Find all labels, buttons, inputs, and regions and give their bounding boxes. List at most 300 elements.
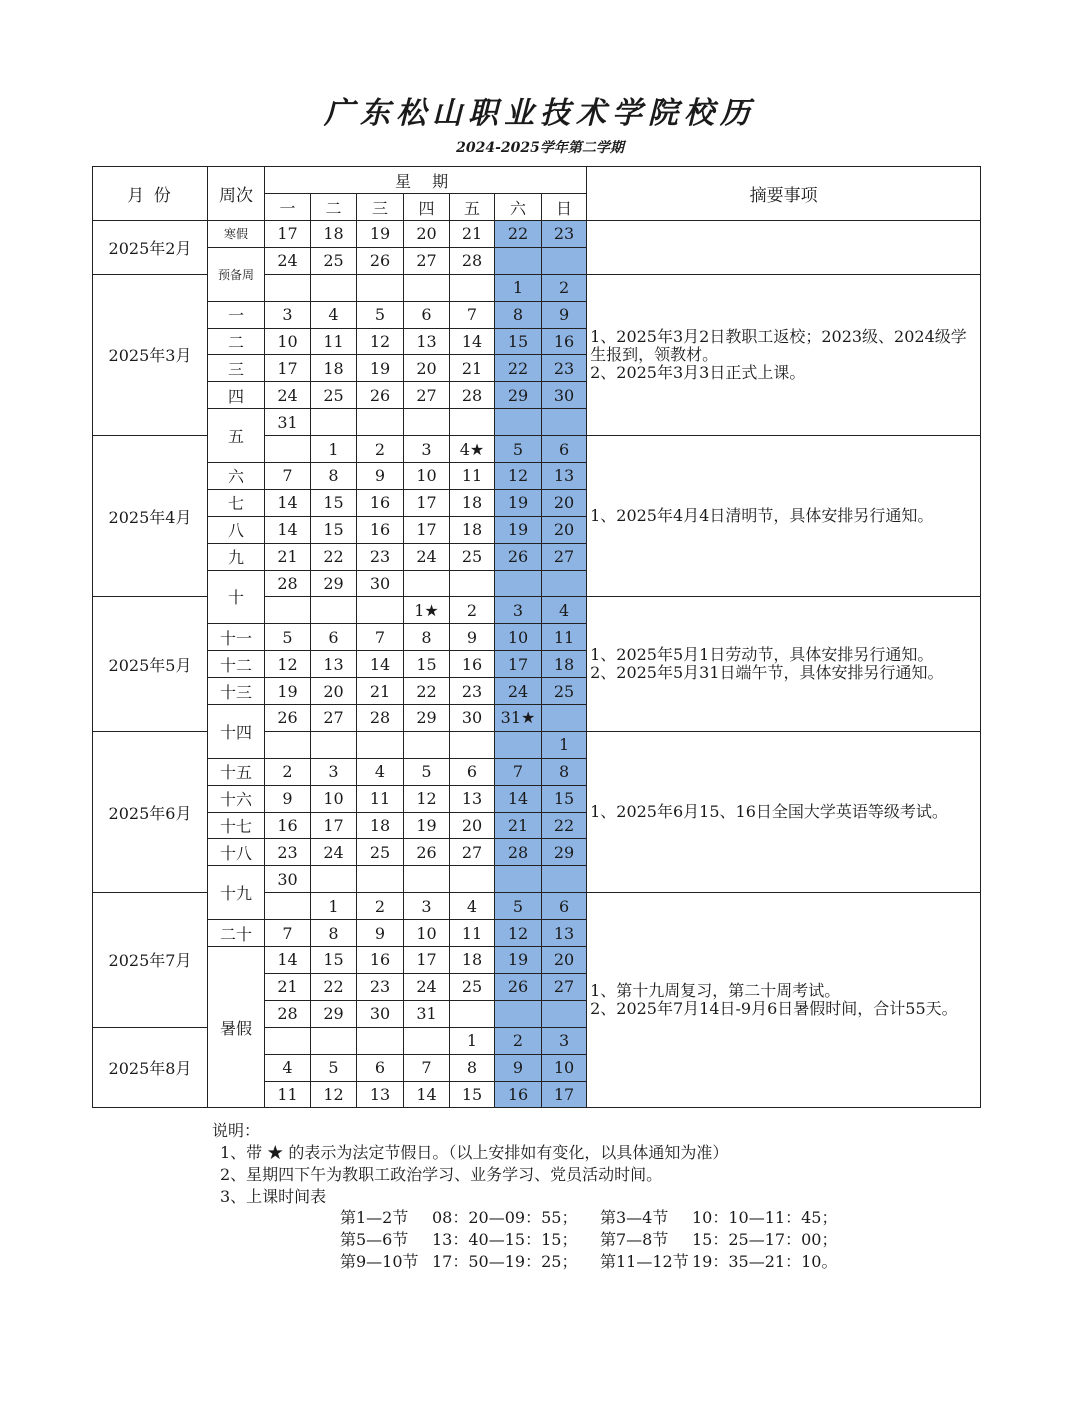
- day-cell: 15: [311, 489, 357, 516]
- day-cell: 13: [311, 651, 357, 678]
- weekend-day-cell: 15: [542, 785, 587, 812]
- day-cell: 8: [311, 920, 357, 947]
- day-cell: 26: [357, 382, 404, 409]
- day-cell: [450, 274, 495, 301]
- day-cell: 15: [404, 651, 450, 678]
- week-cell: 暑假: [208, 947, 265, 1108]
- day-cell: [311, 597, 357, 624]
- day-cell: 11: [450, 463, 495, 490]
- day-cell: 23: [450, 678, 495, 705]
- day-cell: 13: [404, 328, 450, 355]
- weekend-day-cell: 7: [495, 758, 542, 785]
- weekend-day-cell: 19: [495, 516, 542, 543]
- month-cell: 2025年4月: [93, 436, 208, 597]
- day-cell: 20: [450, 812, 495, 839]
- weekend-day-cell: 25: [542, 678, 587, 705]
- month-cell: 2025年3月: [93, 274, 208, 435]
- day-cell: 14: [357, 651, 404, 678]
- day-cell: 27: [450, 839, 495, 866]
- weekend-day-cell: [495, 247, 542, 274]
- day-cell: 17: [404, 947, 450, 974]
- week-cell: 十八: [208, 839, 265, 866]
- week-cell: 十: [208, 570, 265, 624]
- day-cell: [265, 893, 311, 920]
- day-cell: 22: [311, 543, 357, 570]
- day-cell: [357, 274, 404, 301]
- day-cell: 24: [404, 973, 450, 1000]
- notes-cell: [587, 274, 981, 435]
- day-cell: 11: [450, 920, 495, 947]
- day-cell: 8: [404, 624, 450, 651]
- day-cell: 13: [450, 785, 495, 812]
- day-cell: [265, 436, 311, 463]
- day-cell: 4: [265, 1054, 311, 1081]
- week-cell: 十九: [208, 866, 265, 920]
- class-schedule: [340, 1207, 862, 1273]
- day-cell: [265, 274, 311, 301]
- day-cell: 20: [311, 678, 357, 705]
- week-cell: 预备周: [208, 247, 265, 301]
- weekend-day-cell: 6: [542, 893, 587, 920]
- day-cell: [311, 731, 357, 758]
- day-cell: 20: [404, 355, 450, 382]
- day-cell: 27: [404, 247, 450, 274]
- weekend-day-cell: 2: [542, 274, 587, 301]
- header-day: 三: [357, 194, 404, 221]
- weekend-day-cell: [495, 1000, 542, 1027]
- day-cell: 17: [404, 516, 450, 543]
- day-cell: 24: [265, 247, 311, 274]
- weekend-day-cell: 3: [542, 1027, 587, 1054]
- day-cell: 10: [311, 785, 357, 812]
- weekend-day-cell: 23: [542, 221, 587, 248]
- day-cell: 7: [265, 463, 311, 490]
- week-cell: 十三: [208, 678, 265, 705]
- weekend-day-cell: 13: [542, 463, 587, 490]
- period-time: 17：50—19：25；: [432, 1252, 578, 1271]
- legend: [212, 1120, 728, 1208]
- day-cell: 18: [450, 516, 495, 543]
- day-cell: 27: [311, 705, 357, 732]
- schedule-row: [340, 1229, 862, 1251]
- day-cell: 7: [357, 624, 404, 651]
- day-cell: 26: [404, 839, 450, 866]
- day-cell: 3: [265, 301, 311, 328]
- day-cell: 4: [450, 893, 495, 920]
- day-cell: [404, 570, 450, 597]
- weekend-day-cell: 12: [495, 920, 542, 947]
- day-cell: 12: [311, 1081, 357, 1108]
- day-cell: 5: [357, 301, 404, 328]
- day-cell: 31: [265, 409, 311, 436]
- day-cell: 26: [357, 247, 404, 274]
- weekend-day-cell: 22: [495, 221, 542, 248]
- weekend-day-cell: 16: [542, 328, 587, 355]
- day-cell: 28: [450, 247, 495, 274]
- day-cell: 4★: [450, 436, 495, 463]
- day-cell: 31: [404, 1000, 450, 1027]
- day-cell: 30: [357, 1000, 404, 1027]
- day-cell: 8: [450, 1054, 495, 1081]
- day-cell: 22: [404, 678, 450, 705]
- day-cell: 21: [265, 973, 311, 1000]
- day-cell: [357, 597, 404, 624]
- day-cell: 25: [311, 247, 357, 274]
- month-cell: 2025年7月: [93, 893, 208, 1027]
- day-cell: [450, 570, 495, 597]
- weekend-day-cell: 22: [542, 812, 587, 839]
- weekend-day-cell: 15: [495, 328, 542, 355]
- day-cell: 30: [450, 705, 495, 732]
- weekend-day-cell: 21: [495, 812, 542, 839]
- week-cell: 十二: [208, 651, 265, 678]
- weekend-day-cell: 22: [495, 355, 542, 382]
- weekend-day-cell: 12: [495, 463, 542, 490]
- day-cell: 10: [404, 463, 450, 490]
- weekend-day-cell: 26: [495, 973, 542, 1000]
- note-line: 1、2025年3月2日教职工返校；2023级、2024级学生报到，领教材。: [590, 326, 967, 364]
- header-week: 周次: [208, 167, 265, 221]
- day-cell: 12: [357, 328, 404, 355]
- day-cell: 21: [450, 355, 495, 382]
- weekend-day-cell: 2: [495, 1027, 542, 1054]
- day-cell: 18: [357, 812, 404, 839]
- weekend-day-cell: [495, 409, 542, 436]
- month-cell: 2025年5月: [93, 597, 208, 731]
- day-cell: 25: [357, 839, 404, 866]
- day-cell: 6: [311, 624, 357, 651]
- day-cell: 23: [357, 973, 404, 1000]
- weekend-day-cell: 20: [542, 489, 587, 516]
- day-cell: [404, 1027, 450, 1054]
- day-cell: 16: [357, 489, 404, 516]
- month-cell: 2025年2月: [93, 221, 208, 275]
- day-cell: 6: [357, 1054, 404, 1081]
- schedule-row: [340, 1207, 862, 1229]
- weekend-day-cell: 27: [542, 543, 587, 570]
- period-time: 13：40—15：15；: [432, 1230, 578, 1249]
- day-cell: [265, 597, 311, 624]
- day-cell: 28: [450, 382, 495, 409]
- week-cell: 十四: [208, 705, 265, 759]
- period-label: 第9—10节: [340, 1252, 419, 1271]
- weekend-day-cell: 31★: [495, 705, 542, 732]
- day-cell: 5: [404, 758, 450, 785]
- day-cell: [357, 1027, 404, 1054]
- day-cell: 9: [265, 785, 311, 812]
- week-cell: 二十: [208, 920, 265, 947]
- weekend-day-cell: [495, 731, 542, 758]
- day-cell: 17: [265, 355, 311, 382]
- day-cell: 21: [265, 543, 311, 570]
- day-cell: 27: [404, 382, 450, 409]
- day-cell: 5: [265, 624, 311, 651]
- day-cell: 25: [450, 543, 495, 570]
- week-cell: 八: [208, 516, 265, 543]
- day-cell: 16: [357, 947, 404, 974]
- note-line: 1、2025年6月15、16日全国大学英语等级考试。: [590, 802, 948, 822]
- week-cell: 十一: [208, 624, 265, 651]
- day-cell: 1: [311, 436, 357, 463]
- day-cell: 11: [311, 328, 357, 355]
- day-cell: 16: [450, 651, 495, 678]
- day-cell: 19: [357, 221, 404, 248]
- week-cell: 一: [208, 301, 265, 328]
- day-cell: 5: [311, 1054, 357, 1081]
- weekend-day-cell: 5: [495, 893, 542, 920]
- legend-item: 1、带 ★ 的表示为法定节假日。（以上安排如有变化，以具体通知为准）: [220, 1143, 729, 1162]
- period-label: 第3—4节: [600, 1208, 669, 1227]
- weekend-day-cell: 10: [542, 1054, 587, 1081]
- day-cell: [404, 409, 450, 436]
- week-cell: 十七: [208, 812, 265, 839]
- day-cell: 25: [450, 973, 495, 1000]
- weekend-day-cell: 14: [495, 785, 542, 812]
- day-cell: 18: [311, 355, 357, 382]
- weekend-day-cell: 6: [542, 436, 587, 463]
- day-cell: 17: [404, 489, 450, 516]
- header-day: 日: [542, 194, 587, 221]
- weekend-day-cell: 26: [495, 543, 542, 570]
- day-cell: [450, 1000, 495, 1027]
- weekend-day-cell: 17: [495, 651, 542, 678]
- day-cell: [265, 1027, 311, 1054]
- legend-item: 3、上课时间表: [220, 1187, 327, 1206]
- day-cell: 30: [357, 570, 404, 597]
- week-cell: 九: [208, 543, 265, 570]
- weekend-day-cell: [495, 866, 542, 893]
- weekend-day-cell: 10: [495, 624, 542, 651]
- day-cell: 14: [265, 489, 311, 516]
- weekend-day-cell: 29: [495, 382, 542, 409]
- header-day: 一: [265, 194, 311, 221]
- day-cell: [404, 866, 450, 893]
- period-time: 08：20—09：55；: [432, 1208, 578, 1227]
- day-cell: [357, 866, 404, 893]
- week-cell: 四: [208, 382, 265, 409]
- day-cell: 26: [265, 705, 311, 732]
- day-cell: 1★: [404, 597, 450, 624]
- day-cell: 29: [311, 1000, 357, 1027]
- day-cell: 10: [404, 920, 450, 947]
- weekend-day-cell: [542, 570, 587, 597]
- legend-heading: 说明：: [212, 1121, 261, 1140]
- weekend-day-cell: [542, 247, 587, 274]
- weekend-day-cell: [542, 705, 587, 732]
- day-cell: 15: [450, 1081, 495, 1108]
- notes-cell: [587, 731, 981, 892]
- day-cell: 1: [311, 893, 357, 920]
- header-day: 二: [311, 194, 357, 221]
- day-cell: [450, 731, 495, 758]
- header-day: 六: [495, 194, 542, 221]
- weekend-day-cell: 30: [542, 382, 587, 409]
- day-cell: 9: [450, 624, 495, 651]
- weekend-day-cell: 27: [542, 973, 587, 1000]
- weekend-day-cell: 11: [542, 624, 587, 651]
- day-cell: 20: [404, 221, 450, 248]
- day-cell: 24: [311, 839, 357, 866]
- weekend-day-cell: 18: [542, 651, 587, 678]
- notes-cell: [587, 893, 981, 1108]
- weekend-day-cell: 9: [542, 301, 587, 328]
- day-cell: 3: [404, 893, 450, 920]
- day-cell: [357, 409, 404, 436]
- schedule-row: [340, 1251, 862, 1273]
- month-cell: 2025年8月: [93, 1027, 208, 1108]
- day-cell: [450, 409, 495, 436]
- period-label: 第1—2节: [340, 1208, 409, 1227]
- weekend-day-cell: 29: [542, 839, 587, 866]
- note-line: 1、2025年4月4日清明节，具体安排另行通知。: [590, 506, 934, 526]
- period-label: 第7—8节: [600, 1230, 669, 1249]
- day-cell: 12: [404, 785, 450, 812]
- day-cell: 14: [450, 328, 495, 355]
- weekend-day-cell: 8: [495, 301, 542, 328]
- day-cell: 16: [357, 516, 404, 543]
- month-cell: 2025年6月: [93, 731, 208, 892]
- day-cell: 24: [404, 543, 450, 570]
- day-cell: 10: [265, 328, 311, 355]
- day-cell: 18: [311, 221, 357, 248]
- weekend-day-cell: 4: [542, 597, 587, 624]
- day-cell: [311, 274, 357, 301]
- day-cell: 2: [357, 893, 404, 920]
- weekend-day-cell: 3: [495, 597, 542, 624]
- day-cell: 19: [357, 355, 404, 382]
- weekend-day-cell: 23: [542, 355, 587, 382]
- weekend-day-cell: 19: [495, 489, 542, 516]
- day-cell: 18: [450, 947, 495, 974]
- page-title: 广东松山职业技术学院校历: [324, 96, 756, 131]
- day-cell: 28: [265, 570, 311, 597]
- weekend-day-cell: 24: [495, 678, 542, 705]
- day-cell: 12: [265, 651, 311, 678]
- header-month: 月 份: [93, 167, 208, 221]
- day-cell: 2: [357, 436, 404, 463]
- notes-cell: [587, 221, 981, 275]
- week-cell: 二: [208, 328, 265, 355]
- note-line: 2、2025年3月3日正式上课。: [590, 362, 806, 382]
- day-cell: [311, 409, 357, 436]
- day-cell: 3: [404, 436, 450, 463]
- notes-cell: [587, 597, 981, 731]
- week-cell: 三: [208, 355, 265, 382]
- header-notes: 摘要事项: [587, 167, 981, 221]
- day-cell: 21: [450, 221, 495, 248]
- day-cell: 14: [404, 1081, 450, 1108]
- week-cell: 五: [208, 409, 265, 463]
- weekend-day-cell: 1: [495, 274, 542, 301]
- day-cell: 14: [265, 516, 311, 543]
- day-cell: 19: [404, 812, 450, 839]
- day-cell: [265, 731, 311, 758]
- header-day: 五: [450, 194, 495, 221]
- weekend-day-cell: 20: [542, 516, 587, 543]
- note-line: 1、第十九周复习，第二十周考试。: [590, 981, 841, 1001]
- day-cell: [450, 866, 495, 893]
- notes-cell: [587, 436, 981, 597]
- day-cell: 7: [265, 920, 311, 947]
- day-cell: 23: [265, 839, 311, 866]
- day-cell: 23: [357, 543, 404, 570]
- note-line: 2、2025年5月31日端午节，具体安排另行通知。: [590, 663, 944, 683]
- weekend-day-cell: [542, 409, 587, 436]
- day-cell: 7: [450, 301, 495, 328]
- header-weekday-group: 星 期: [265, 167, 587, 194]
- day-cell: 11: [265, 1081, 311, 1108]
- day-cell: 29: [404, 705, 450, 732]
- day-cell: 15: [311, 516, 357, 543]
- day-cell: 1: [450, 1027, 495, 1054]
- day-cell: 28: [265, 1000, 311, 1027]
- header-day: 四: [404, 194, 450, 221]
- calendar-table: [92, 166, 981, 1108]
- period-time: 10：10—11：45；: [692, 1208, 838, 1227]
- weekend-day-cell: 17: [542, 1081, 587, 1108]
- day-cell: 6: [404, 301, 450, 328]
- weekend-day-cell: 1: [542, 731, 587, 758]
- day-cell: 11: [357, 785, 404, 812]
- day-cell: 7: [404, 1054, 450, 1081]
- day-cell: [357, 731, 404, 758]
- weekend-day-cell: [495, 570, 542, 597]
- day-cell: 14: [265, 947, 311, 974]
- day-cell: 21: [357, 678, 404, 705]
- weekend-day-cell: 8: [542, 758, 587, 785]
- week-cell: 六: [208, 463, 265, 490]
- period-time: 19：35—21：10。: [692, 1252, 838, 1271]
- day-cell: [404, 274, 450, 301]
- period-label: 第5—6节: [340, 1230, 409, 1249]
- day-cell: 8: [311, 463, 357, 490]
- weekend-day-cell: 5: [495, 436, 542, 463]
- week-cell: 七: [208, 489, 265, 516]
- day-cell: 3: [311, 758, 357, 785]
- note-line: 1、2025年5月1日劳动节，具体安排另行通知。: [590, 645, 934, 665]
- note-line: 2、2025年7月14日-9月6日暑假时间，合计55天。: [590, 999, 958, 1019]
- day-cell: 24: [265, 382, 311, 409]
- weekend-day-cell: 13: [542, 920, 587, 947]
- weekend-day-cell: 28: [495, 839, 542, 866]
- day-cell: 13: [357, 1081, 404, 1108]
- day-cell: 16: [265, 812, 311, 839]
- page-subtitle: 2024-2025学年第二学期: [456, 140, 624, 156]
- day-cell: 17: [265, 221, 311, 248]
- weekend-day-cell: [542, 866, 587, 893]
- weekend-day-cell: 20: [542, 947, 587, 974]
- day-cell: 2: [265, 758, 311, 785]
- weekend-day-cell: 19: [495, 947, 542, 974]
- day-cell: 19: [265, 678, 311, 705]
- day-cell: 22: [311, 973, 357, 1000]
- day-cell: 4: [357, 758, 404, 785]
- day-cell: 18: [450, 489, 495, 516]
- day-cell: [404, 731, 450, 758]
- weekend-day-cell: 9: [495, 1054, 542, 1081]
- day-cell: 9: [357, 920, 404, 947]
- day-cell: [311, 866, 357, 893]
- day-cell: 29: [311, 570, 357, 597]
- legend-item: 2、星期四下午为教职工政治学习、业务学习、党员活动时间。: [220, 1165, 663, 1184]
- day-cell: 4: [311, 301, 357, 328]
- week-cell: 十六: [208, 785, 265, 812]
- period-time: 15：25—17：00；: [692, 1230, 838, 1249]
- day-cell: 2: [450, 597, 495, 624]
- day-cell: [311, 1027, 357, 1054]
- day-cell: 15: [311, 947, 357, 974]
- day-cell: 17: [311, 812, 357, 839]
